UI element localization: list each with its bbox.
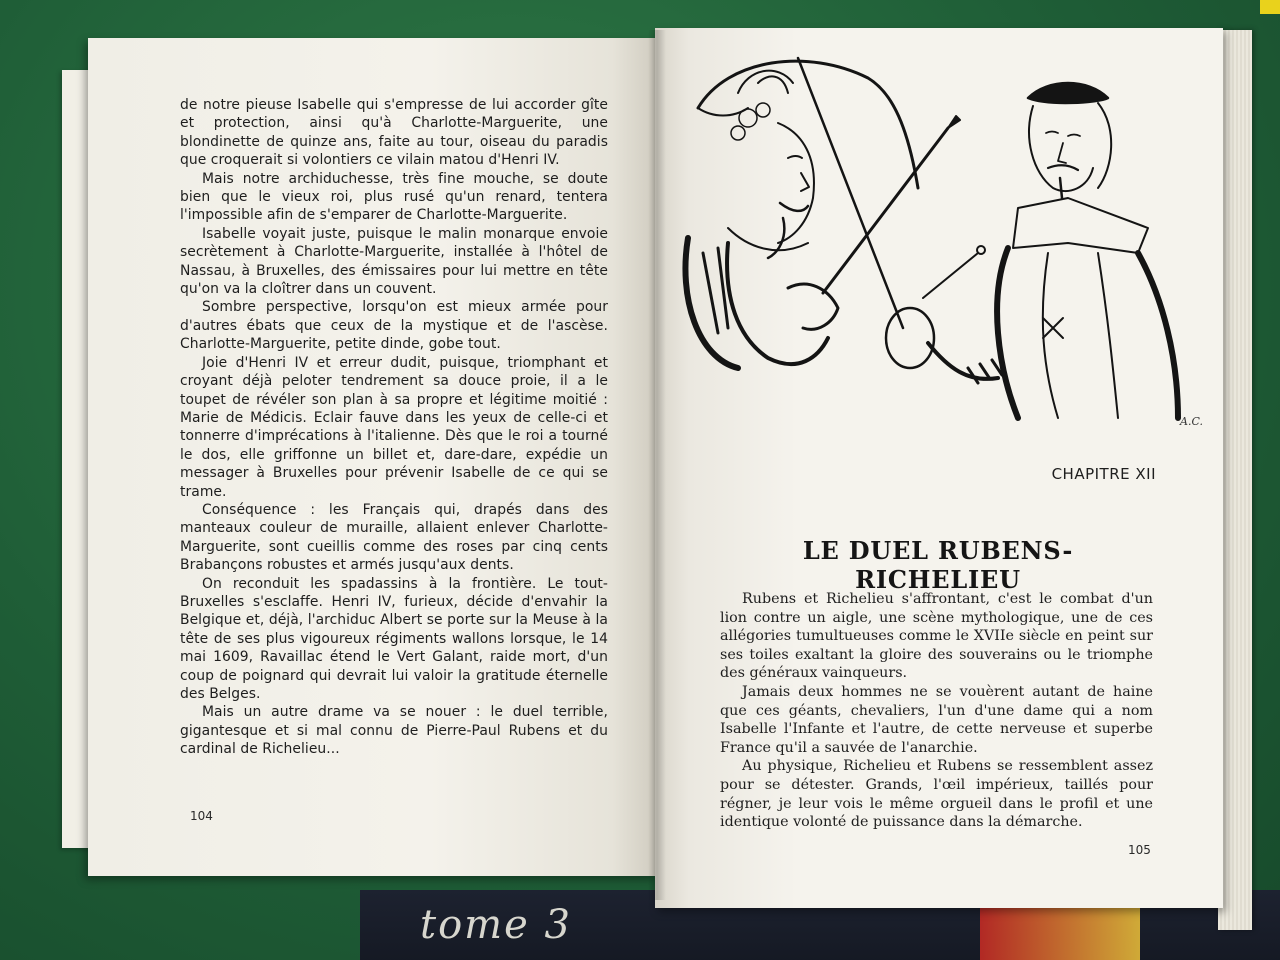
illustrator-signature: A.C. — [1180, 415, 1203, 428]
left-paragraph: Mais notre archiduchesse, très fine mouche, se doute bien que le vieux roi, plus rusé qu'un renard, tentera l'impossible afin de s'emparer de Charlotte-Marguerite. — [180, 170, 608, 224]
right-paragraph: Jamais deux hommes ne se vouèrent autant de haine que ces géants, chevaliers, l'un d'une dame qui a nom Isabelle l'Infante et l'autre, de cette nerveuse et superbe France qu'il a sauvée de l'anarchie. — [720, 683, 1153, 756]
underlying-book-title: tome 3 — [420, 902, 572, 948]
page-number-left: 104 — [190, 809, 213, 823]
left-paragraph: Sombre perspective, lorsqu'on est mieux armée pour d'autres ébats que ceux de la mystique et de l'ascèse. Charlotte-Marguerite, petite dinde, gobe tout. — [180, 299, 608, 353]
right-paragraph: Rubens et Richelieu s'affrontant, c'est le combat d'un lion contre un aigle, une scène mythologique, une de ces allégories tumultueuses comme le XVIIe siècle en peint sur ses toiles exaltant la gloire des souverains ou le triomphe des généraux vainqueurs. — [720, 591, 1153, 682]
underlying-book-color-strip — [980, 905, 1140, 960]
left-paragraph: de notre pieuse Isabelle qui s'empresse de lui accorder gîte et protection, ainsi qu'à Charlotte-Marguerite, une blondinette de quinze ans, faite au tour, oiseau du paradis que croquerait si volontiers ce vilain matou d'Henri IV. — [180, 97, 608, 169]
right-paragraph: Au physique, Richelieu et Rubens se ressemblent assez pour se détester. Grands, l'œil impérieux, taillés pour régner, je leur vois le même orgueil dans le profil et une identique volonté de puissance dans la démarche. — [720, 758, 1153, 831]
right-page-text — [720, 590, 1153, 832]
chapter-title: LE DUEL RUBENS-RICHELIEU — [802, 536, 1074, 594]
duel-illustration — [668, 38, 1188, 438]
left-paragraph: Conséquence : les Français qui, drapés dans des manteaux couleur de muraille, allaient enlever Charlotte-Marguerite, sont cueillis comme des roses par cinq cents Brabançons robustes et armés jusqu'aux dents. — [180, 501, 608, 574]
chapter-label: CHAPITRE XII — [1051, 465, 1156, 483]
left-paragraph: Mais un autre drame va se nouer : le duel terrible, gigantesque et si mal connu de Pierre-Paul Rubens et du cardinal de Richelieu... — [180, 704, 608, 758]
yellow-bookmark-tab — [1260, 0, 1280, 14]
page-stack-edge — [1218, 30, 1252, 930]
book-gutter — [648, 30, 666, 900]
left-page-text — [180, 96, 608, 759]
left-paragraph: Isabelle voyait juste, puisque le malin monarque envoie secrètement à Charlotte-Marguerite, installée à l'hôtel de Nassau, à Bruxelles, des émissaires pour lui mettre en tête qu'on va la cloîtrer dans un couvent. — [180, 225, 608, 298]
left-paragraph: On reconduit les spadassins à la frontière. Le tout-Bruxelles s'esclaffe. Henri IV, furieux, décide d'envahir la Belgique et, déjà, l'archiduc Albert se porte sur la Meuse à la tête de ses plus vigoureux régiments wallons lorsque, le 14 mai 1609, Ravaillac étend le Vert Galant, raide mort, d'un coup de poignard qui devrait lui valoir la gratitude éternelle des Belges. — [180, 575, 608, 702]
left-paragraph: Joie d'Henri IV et erreur dudit, puisque, triomphant et croyant déjà peloter tendrement sa douce proie, il a le toupet de révéler son plan à sa propre et légitime moitié : Marie de Médicis. Eclair fauve dans les yeux de celle-ci et tonnerre d'imprécations à l'italienne. Dès que le roi a tourné le dos, elle griffonne un billet et, dare-dare, expédie un messager à Bruxelles pour prévenir Isabelle de ce qui se trame. — [180, 354, 608, 500]
page-number-right: 105 — [1128, 843, 1151, 857]
